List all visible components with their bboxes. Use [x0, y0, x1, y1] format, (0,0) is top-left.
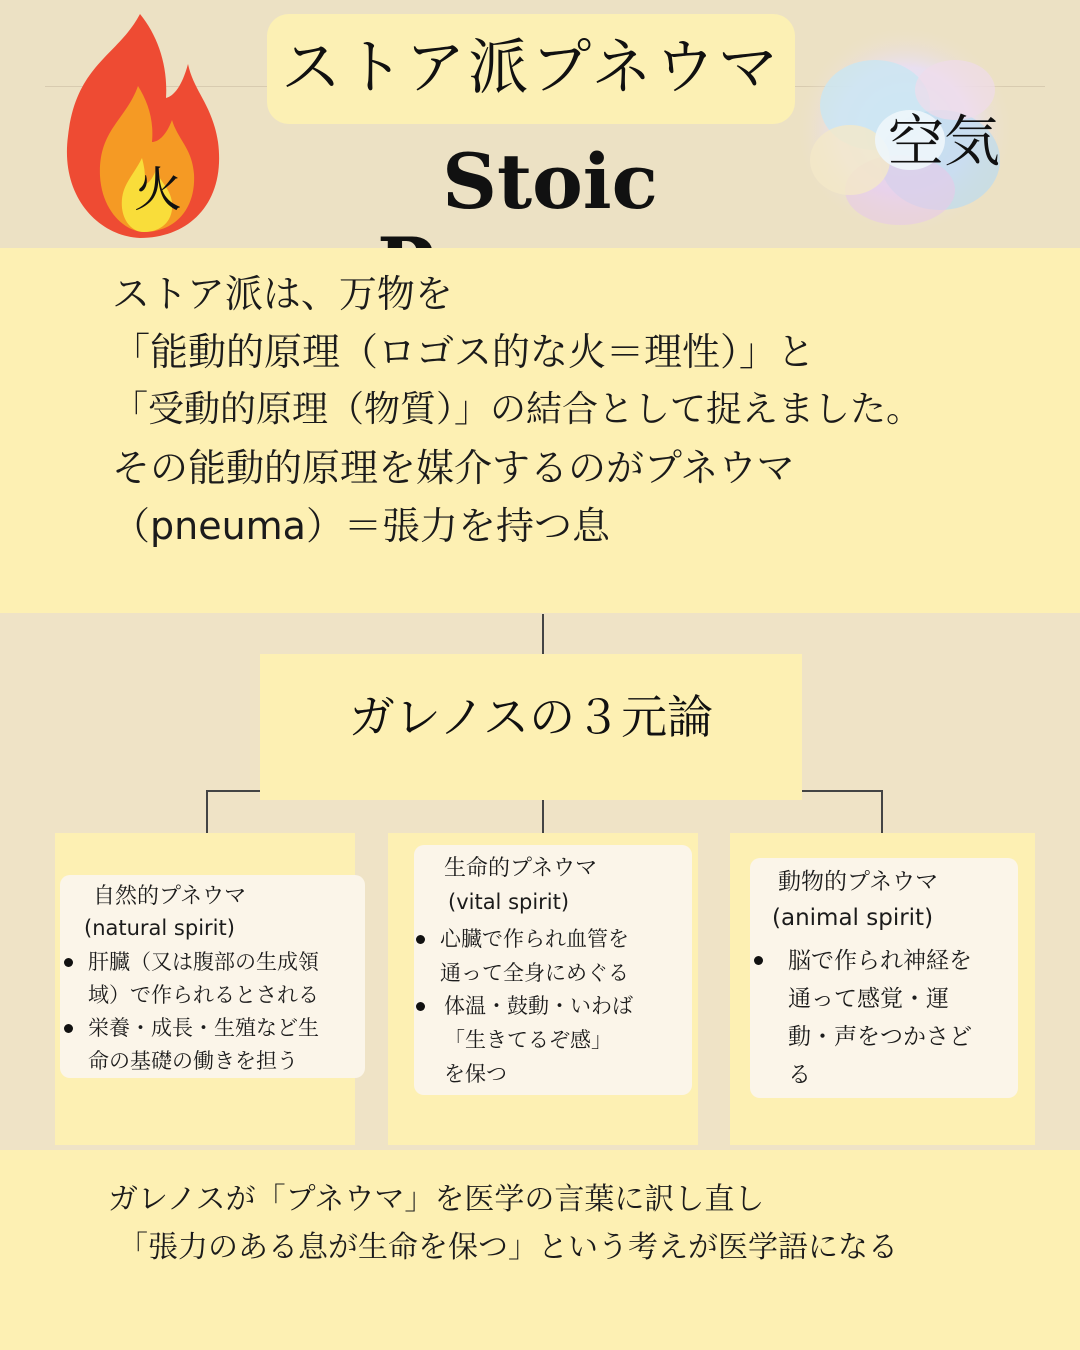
branch-subtitle-natural: (natural spirit) — [84, 916, 235, 940]
intro-line-4: その能動的原理を媒介するのがプネウマ — [112, 446, 795, 490]
bullet-dot — [64, 1024, 73, 1033]
bullet-dot — [64, 958, 73, 967]
connector-top — [542, 614, 544, 654]
intro-line-3: 「受動的原理（物質）」の結合として捉えました。 — [112, 389, 923, 430]
branch-bullet-vital-1: 心臓で作られ血管を 通って全身にめぐる — [440, 927, 629, 985]
connector-mid — [542, 800, 544, 834]
page-title-en: Stoic — [442, 137, 658, 226]
conclusion-line-1: ガレノスが「プネウマ」を医学の言葉に訳し直し — [108, 1182, 765, 1217]
conclusion-line-2: 「張力のある息が生命を保つ」という考えが医学語になる — [118, 1230, 898, 1265]
branch-bullet-natural-1: 肝臓（又は腹部の生成領 域）で作られるとされる — [88, 950, 319, 1007]
bullet-dot — [754, 956, 763, 965]
branch-bullet-vital-2: 体温・鼓動・いわば 「生きてるぞ感」 を保つ — [444, 994, 633, 1086]
intro-text — [112, 265, 1062, 555]
page-title-jp: ストア派プネウマ — [281, 33, 781, 103]
connector-right — [881, 790, 883, 834]
fire-label: 火 — [134, 162, 183, 218]
bullet-dot — [416, 1002, 425, 1011]
intro-line-5: （pneuma）＝張力を持つ息 — [112, 504, 610, 548]
bullet-dot — [416, 935, 425, 944]
branch-subtitle-animal: (animal spirit) — [772, 905, 934, 931]
branch-title-natural: 自然的プネウマ — [93, 884, 247, 909]
connector-left — [206, 790, 208, 834]
branch-title-vital: 生命的プネウマ — [444, 856, 598, 881]
branch-subtitle-vital: (vital spirit) — [448, 890, 570, 914]
branch-title-animal: 動物的プネウマ — [778, 869, 939, 895]
branch-bullet-animal-1: 脳で作られ神経を 通って感覚・運 動・声をつかさど る — [788, 948, 972, 1088]
branch-bullet-natural-2: 栄養・成長・生殖など生 命の基礎の働きを担う — [88, 1016, 319, 1073]
intro-line-1: ストア派は、万物を — [112, 272, 453, 316]
galen-heading: ガレノスの３元論 — [348, 690, 714, 744]
intro-line-2: 「能動的原理（ロゴス的な火＝理性）」と — [112, 330, 816, 374]
air-label: 空気 — [888, 110, 1000, 175]
